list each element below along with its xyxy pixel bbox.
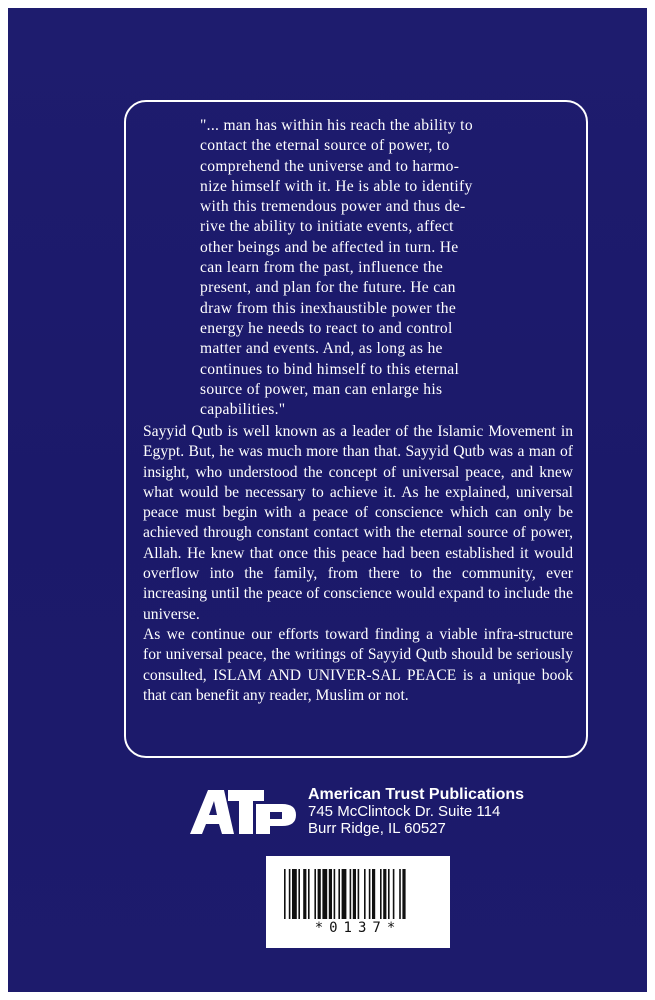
barcode-bars xyxy=(284,869,432,919)
quote-line: with this tremendous power and thus de- xyxy=(200,198,466,216)
quote-line: can learn from the past, influence the xyxy=(200,259,444,277)
quote-line: comprehend the universe and to harmo- xyxy=(200,157,460,175)
quote-line: "... man has within his reach the ability to xyxy=(200,117,473,134)
publisher-address-line1: 745 McClintock Dr. Suite 114 xyxy=(308,803,501,820)
publisher-name: American Trust Publications xyxy=(308,786,525,803)
publisher-block xyxy=(190,786,550,836)
barcode-bar xyxy=(358,869,360,919)
quote-line: capabilities." xyxy=(200,401,286,419)
barcode-bar xyxy=(364,869,366,919)
barcode-bar xyxy=(314,869,316,919)
barcode-bar xyxy=(308,869,310,919)
barcode-bar xyxy=(303,869,306,919)
atp-logo xyxy=(190,786,296,836)
barcode-bar xyxy=(399,869,401,919)
description-paragraph-2: As we continue our efforts toward finding a viable infra-structure for universal peace, the writings of Sayyid Qutb should be seriously consulted, ISLAM AND UNIVER-SAL PEACE is a unique book that can benefit any reader, Muslim or not. xyxy=(143,625,573,704)
barcode-bar xyxy=(372,869,375,919)
barcode-bar xyxy=(329,869,332,919)
quote-line: present, and plan for the future. He can xyxy=(200,279,456,297)
quote-line: matter and events. And, as long as he xyxy=(200,340,443,358)
publisher-address-line2: Burr Ridge, IL 60527 xyxy=(308,820,446,837)
quote-line: source of power, man can enlarge his xyxy=(200,380,443,398)
description-paragraph-1: Sayyid Qutb is well known as a leader of the Islamic Movement in Egypt. But, he was much more than that. Sayyid Qutb was a man of insight, who understood the concept of universal peace, and knew what would be necessary to achieve it. As he explained, universal peace must begin with a peace of conscience which can only be achieved through constant contact with the eternal source of power, Allah. He knew that once this peace had been established it would overflow into the family, from there to the community, ever increasing until the peace of conscience would expand to include the universe. xyxy=(143,423,573,623)
quote-line: contact the eternal source of power, to xyxy=(200,137,450,155)
publisher-text xyxy=(308,786,524,837)
barcode-bar xyxy=(298,869,300,919)
description-block xyxy=(143,422,573,706)
quote-line: continues to bind himself to this eternal xyxy=(200,360,460,378)
barcode-bar xyxy=(292,869,297,919)
barcode-label: *0137* xyxy=(314,920,402,936)
barcode-bar xyxy=(342,869,347,919)
barcode-bar xyxy=(393,869,395,919)
quote-line: draw from this inexhaustible power the xyxy=(200,299,457,317)
quote-line: other beings and be affected in turn. He xyxy=(200,238,459,256)
quote-block xyxy=(200,116,512,420)
barcode-bar xyxy=(350,869,352,919)
barcode-bar xyxy=(369,869,371,919)
quote-line: energy he needs to react to and control xyxy=(200,319,453,337)
quote-line: nize himself with it. He is able to identify xyxy=(200,177,473,195)
barcode xyxy=(266,856,450,948)
barcode-bar xyxy=(334,869,336,919)
barcode-bar xyxy=(289,869,291,919)
barcode-bar xyxy=(353,869,356,919)
barcode-bar xyxy=(388,869,390,919)
barcode-bar xyxy=(318,869,321,919)
barcode-bar xyxy=(383,869,386,919)
barcode-bar xyxy=(338,869,340,919)
barcode-bar xyxy=(380,869,382,919)
barcode-bar xyxy=(322,869,327,919)
barcode-bar xyxy=(284,869,286,919)
quote-line: rive the ability to initiate events, affect xyxy=(200,218,454,236)
barcode-bar xyxy=(402,869,405,919)
